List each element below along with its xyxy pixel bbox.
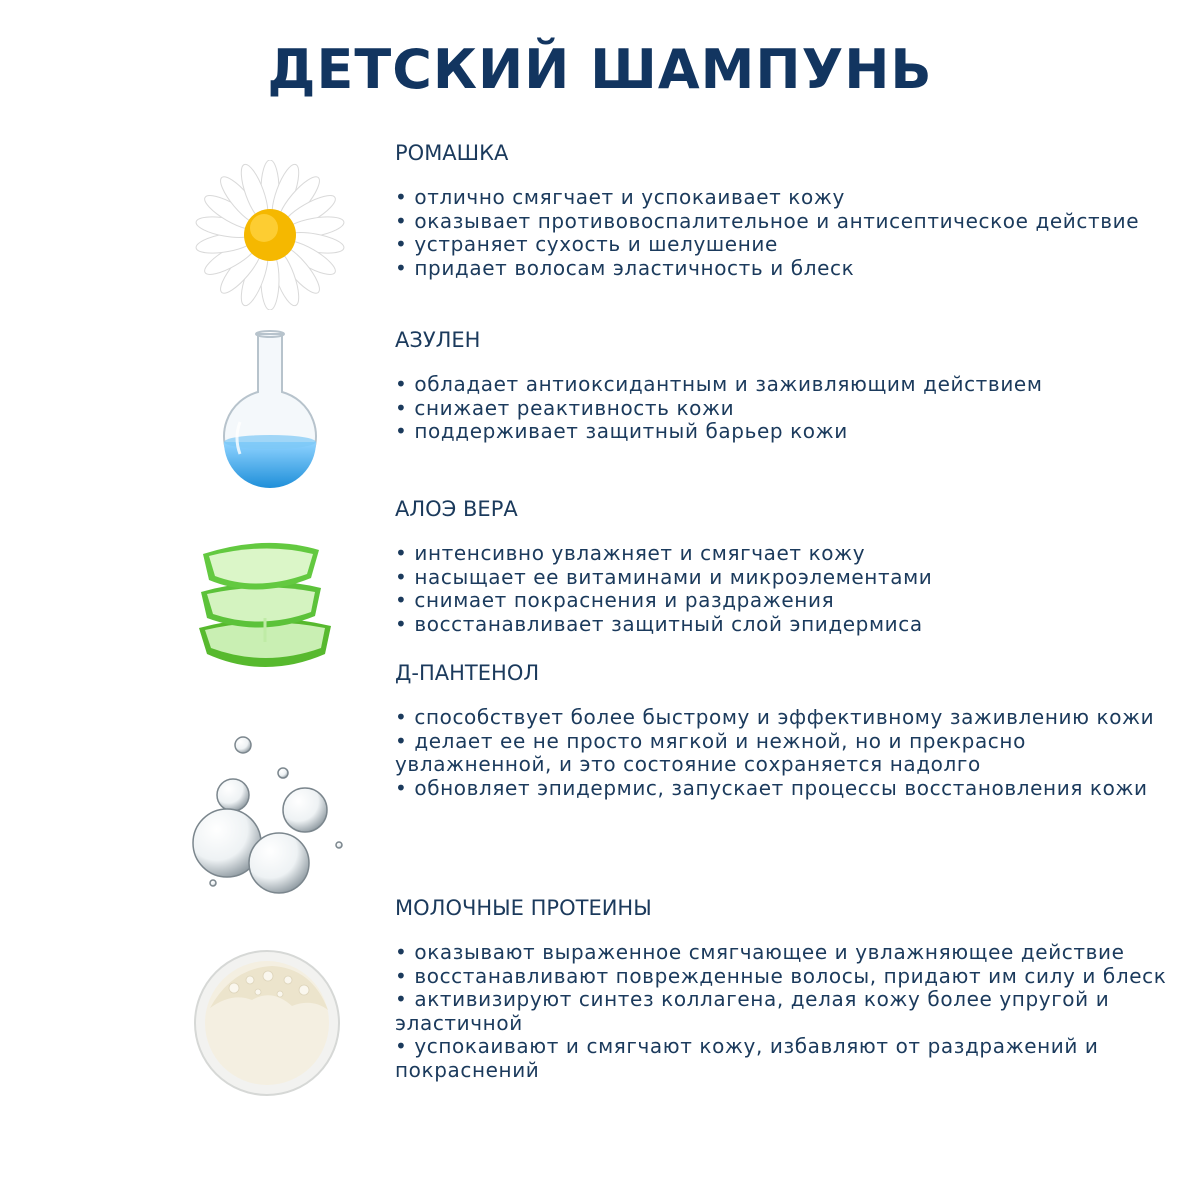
list-item: • интенсивно увлажняет и смягчает кожу [395,541,866,565]
list-item: • восстанавливает защитный слой эпидермиса [395,611,923,636]
section-heading: Д-ПАНТЕНОЛ [395,661,540,685]
bullet-list [395,186,1175,280]
section-milk-proteins [395,895,1175,1082]
chamomile-icon [195,160,345,310]
list-item: • устраняет сухость и шелушение [395,232,778,256]
bubbles-icon [185,725,345,900]
bullet-list [395,373,1175,444]
list-item: • снижает реактивность кожи [395,395,735,420]
list-item: • снимает покраснения и раздражения [395,588,835,612]
section-aloe-vera [395,496,1175,636]
list-item: • отлично смягчает и успокаивает кожу [395,185,845,209]
aloe-vera-icon [195,530,335,675]
list-item: • оказывает противовоспалительное и антисептическое действие [395,208,1140,233]
list-item: • поддерживает защитный барьер кожи [395,419,848,443]
bullet-list [395,941,1175,1082]
bullet-list [395,706,1175,800]
list-item: • обновляет эпидермис, запускает процессы восстановления кожи [395,775,1148,800]
milk-glass-icon [192,948,342,1098]
flask-icon [210,330,330,495]
section-chamomile [395,140,1175,280]
list-item: • успокаивают и смягчают кожу, избавляют от раздражений и покраснений [395,1034,1099,1082]
section-heading: МОЛОЧНЫЕ ПРОТЕИНЫ [395,896,652,920]
section-heading: АЗУЛЕН [395,328,481,352]
section-azulene [395,327,1175,444]
list-item: • способствует более быстрому и эффективному заживлению кожи [395,705,1155,729]
section-d-panthenol [395,660,1175,800]
page-title: ДЕТСКИЙ ШАМПУНЬ [267,38,933,101]
list-item: • придает волосам эластичность и блеск [395,255,855,280]
section-heading: РОМАШКА [395,141,509,165]
section-heading: АЛОЭ ВЕРА [395,497,518,521]
list-item: • делает ее не просто мягкой и нежной, но и прекрасно увлажненной, и это состояние сохраняется надолго [395,728,1026,776]
list-item: • восстанавливают поврежденные волосы, придают им силу и блеск [395,963,1167,988]
list-item: • насыщает ее витаминами и микроэлементами [395,564,933,589]
list-item: • оказывают выраженное смягчающее и увлажняющее действие [395,940,1125,964]
bullet-list [395,542,1175,636]
list-item: • обладает антиоксидантным и заживляющим действием [395,372,1043,396]
list-item: • активизируют синтез коллагена, делая кожу более упругой и эластичной [395,987,1110,1035]
